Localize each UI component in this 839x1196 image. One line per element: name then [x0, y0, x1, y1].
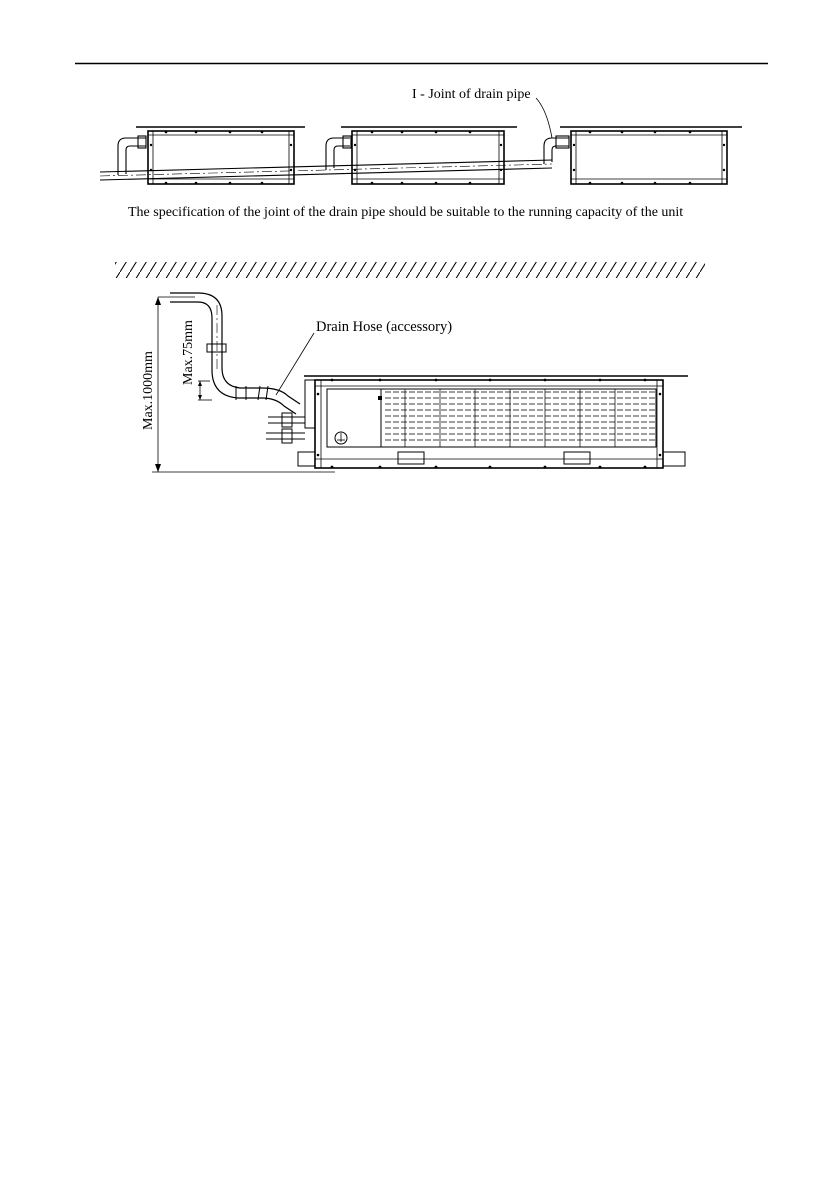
duct-indoor-unit — [266, 376, 688, 468]
drain-hose-label: Drain Hose (accessory) — [316, 319, 453, 335]
ceiling-hatch — [115, 262, 705, 278]
max-height-dimension-label: Max.1000mm — [141, 351, 156, 430]
hose-leader-line — [276, 333, 314, 395]
ceiling-unit-2 — [341, 127, 517, 184]
joint-callout-label: I - Joint of drain pipe — [412, 87, 531, 102]
drain-riser-1 — [118, 136, 146, 175]
dimension-lines — [152, 297, 335, 472]
joint-spec-caption: The specification of the joint of the drain pipe should be suitable to the running capacity of the unit — [128, 205, 684, 220]
drain-pipe-diagram — [100, 98, 742, 184]
max-rise-dimension-label: Max.75mm — [181, 320, 196, 385]
joint-leader-line — [536, 98, 552, 138]
ceiling-unit-3 — [560, 127, 742, 184]
